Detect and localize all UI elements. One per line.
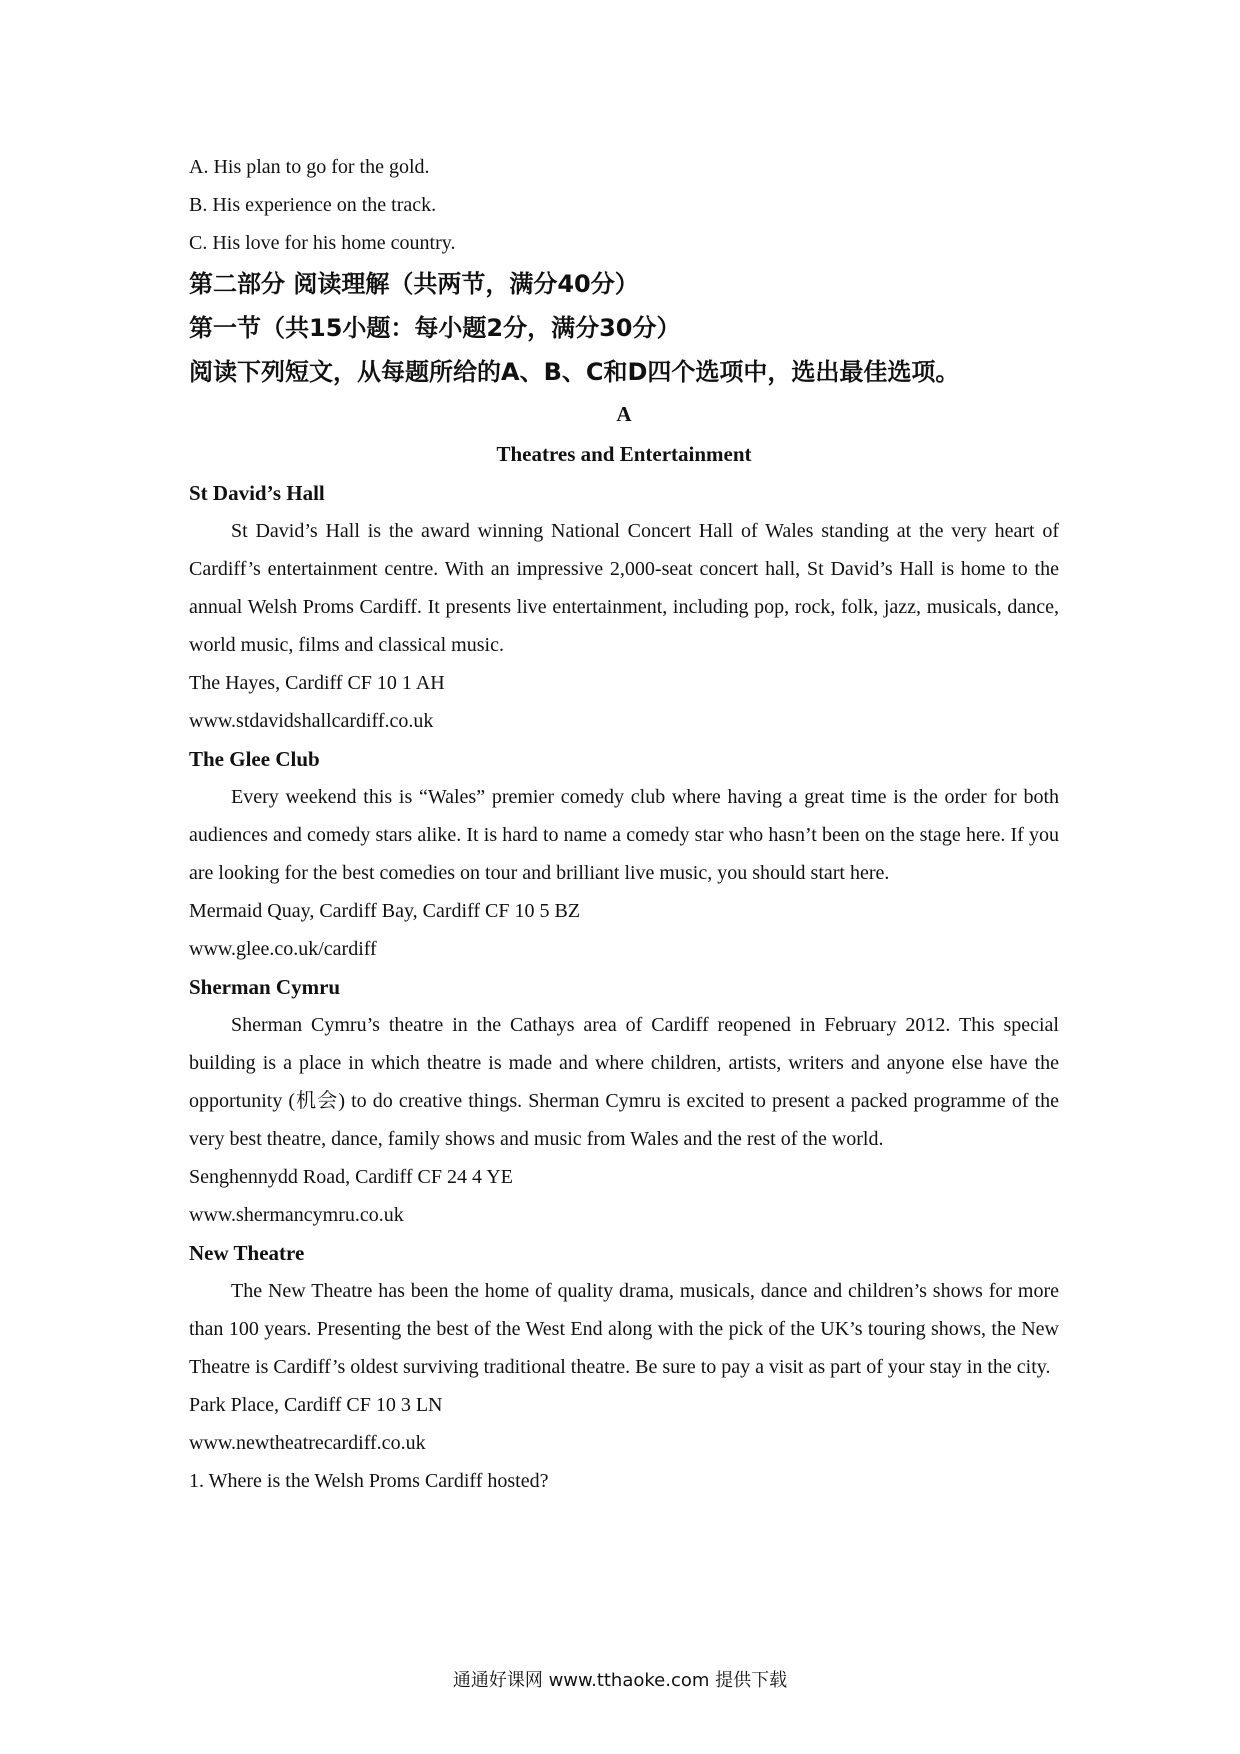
venue-address: Mermaid Quay, Cardiff Bay, Cardiff CF 10 5 BZ — [189, 900, 581, 922]
instruction: 阅读下列短文，从每题所给的A、B、C和D四个选项中，选出最佳选项。 — [189, 358, 960, 386]
option-a: A. His plan to go for the gold. — [189, 156, 430, 178]
passage-title: Theatres and Entertainment — [496, 442, 752, 466]
venue-name: Sherman Cymru — [189, 975, 341, 999]
question-1: 1. Where is the Welsh Proms Cardiff hosted? — [189, 1470, 549, 1492]
venue-name: St David’s Hall — [189, 481, 325, 505]
venue-website: www.shermancymru.co.uk — [189, 1204, 404, 1226]
section-heading: 第一节（共15小题：每小题2分，满分30分） — [189, 314, 681, 342]
footer-credit: 通通好课网 www.tthaoke.com 提供下载 — [452, 1670, 788, 1691]
venue-address: The Hayes, Cardiff CF 10 1 AH — [189, 672, 445, 694]
venue-description: Every weekend this is “Wales” premier comedy club where having a great time is the order for both audiences and comedy stars alike. It is hard to name a comedy star who hasn’t been on the stage here. If you are looking for the best comedies on tour and brilliant live music, you should start here. — [189, 786, 1059, 884]
option-b: B. His experience on the track. — [189, 194, 437, 216]
part-heading: 第二部分 阅读理解（共两节，满分40分） — [189, 270, 639, 298]
venue-description: St David’s Hall is the award winning National Concert Hall of Wales standing at the very heart of Cardiff’s entertainment centre. With an impressive 2,000-seat concert hall, St David’s Hall is home to the annual Welsh Proms Cardiff. It presents live entertainment, including pop, rock, folk, jazz, musicals, dance, world music, films and classical music. — [189, 520, 1059, 656]
venue-st-davids-hall — [189, 474, 1059, 740]
venue-glee-club — [189, 740, 1059, 968]
venue-name: The Glee Club — [189, 747, 320, 771]
document-page — [189, 148, 1059, 1500]
option-c: C. His love for his home country. — [189, 232, 456, 254]
venue-sherman-cymru — [189, 968, 1059, 1234]
venue-address: Senghennydd Road, Cardiff CF 24 4 YE — [189, 1166, 513, 1188]
venue-description: The New Theatre has been the home of quality drama, musicals, dance and children’s shows for more than 100 years. Presenting the best of the West End along with the pick of the UK’s touring shows, the New Theatre is Cardiff’s oldest surviving traditional theatre. Be sure to pay a visit as part of your stay in the city. — [189, 1280, 1059, 1378]
venue-name: New Theatre — [189, 1241, 305, 1265]
venue-address: Park Place, Cardiff CF 10 3 LN — [189, 1394, 443, 1416]
venue-website: www.glee.co.uk/cardiff — [189, 938, 377, 960]
venue-website: www.stdavidshallcardiff.co.uk — [189, 710, 434, 732]
venue-description: Sherman Cymru’s theatre in the Cathays area of Cardiff reopened in February 2012. This special building is a place in which theatre is made and where children, artists, writers and anyone else have the opportunity (机会) to do creative things. Sherman Cymru is excited to present a packed programme of the very best theatre, dance, family shows and music from Wales and the rest of the world. — [189, 1014, 1059, 1150]
venue-website: www.newtheatrecardiff.co.uk — [189, 1432, 426, 1454]
passage-letter: A — [616, 402, 632, 426]
venue-new-theatre — [189, 1234, 1059, 1462]
